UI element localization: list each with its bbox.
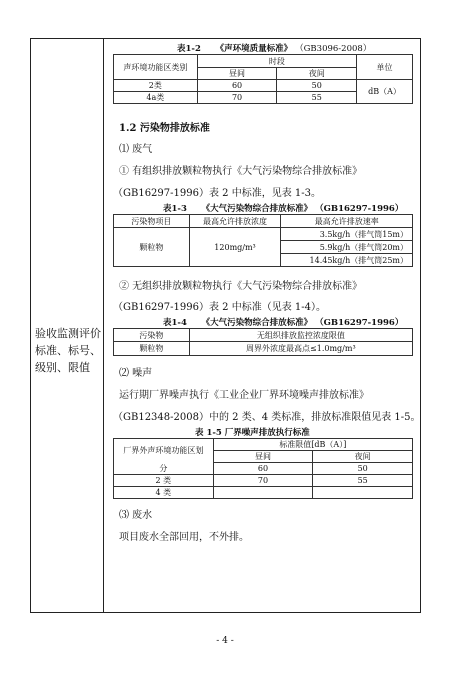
subheading-water: ⑶ 废水 <box>119 510 153 521</box>
page-number: - 4 - <box>216 636 234 646</box>
paragraph: （GB12348-2008）中的 2 类、4 类标准，排放标准限值见表 1-5。 <box>113 412 421 423</box>
subheading-noise: ⑵ 噪声 <box>119 368 153 379</box>
form-frame <box>30 38 421 613</box>
table-row <box>114 487 413 499</box>
night-cell: 55 <box>313 475 413 487</box>
subheading-gas: ⑴ 废气 <box>119 144 153 155</box>
zone-cell: 2类 <box>114 80 198 92</box>
caption-title: 《大气污染物综合排放标准》 <box>201 318 313 328</box>
left-column <box>31 39 104 612</box>
zone-cell: 2 类 <box>114 475 214 487</box>
caption-std: （GB16297-1996） <box>315 318 404 328</box>
rate-cell: 14.45kg/h（排气筒25m） <box>281 254 413 267</box>
table-1-5 <box>113 438 413 499</box>
header-item: 污染物 <box>114 329 190 342</box>
table-1-3-caption <box>163 202 403 214</box>
limit-cell: 周界外浓度最高点≤1.0mg/m³ <box>189 342 412 356</box>
header-day: 昼间 <box>213 451 313 463</box>
day-cell: 70 <box>213 475 313 487</box>
table-row <box>114 342 413 356</box>
paragraph: 项目废水全部回用，不外排。 <box>119 532 249 543</box>
section-heading: 1.2 污染物排放标准 <box>119 123 210 134</box>
paragraph: （GB16297-1996）表 2 中标准，见表 1-3。 <box>113 188 321 199</box>
caption-title: 《大气污染物综合排放标准》 <box>201 204 313 214</box>
conc-cell: 120mg/m³ <box>189 228 281 267</box>
night-cell <box>313 487 413 499</box>
table-1-4-caption <box>163 316 403 328</box>
night-cell: 55 <box>277 92 357 104</box>
header-rate: 最高允许排放速率 <box>281 215 413 228</box>
item-cell: 颗粒物 <box>114 228 190 267</box>
day-cell: 70 <box>197 92 277 104</box>
unit-cell: dB（A） <box>357 80 413 104</box>
header-limit: 标准限值[dB（A）] <box>213 439 412 451</box>
caption-no: 表1-3 <box>163 204 187 214</box>
caption-std: （GB16297-1996） <box>315 204 404 214</box>
table-1-3 <box>113 214 413 267</box>
header-item: 污染物项目 <box>114 215 190 228</box>
table-1-2 <box>113 54 413 104</box>
item-cell: 颗粒物 <box>114 342 190 356</box>
day-cell: 60 <box>213 463 313 475</box>
paragraph: 运行期厂界噪声执行《工业企业厂界环境噪声排放标准》 <box>119 390 369 401</box>
night-cell: 50 <box>313 463 413 475</box>
header-day: 昼间 <box>197 68 277 80</box>
caption-std: （GB3096-2008） <box>295 44 372 54</box>
caption-title: 《声环境质量标准》 <box>215 44 293 54</box>
paragraph: （GB16297-1996）表 2 中标准（见表 1-4）。 <box>113 302 326 313</box>
caption-no: 表1-2 <box>177 44 201 54</box>
paragraph: ② 无组织排放颗粒物执行《大气污染物综合排放标准》 <box>119 281 363 292</box>
header-zone: 厂界外声环境功能区划 <box>114 439 214 463</box>
paragraph: ① 有组织排放颗粒物执行《大气污染物综合排放标准》 <box>119 166 363 177</box>
table-row <box>114 475 413 487</box>
zone-cell: 4a类 <box>114 92 198 104</box>
header-conc: 最高允许排放浓度 <box>189 215 281 228</box>
day-cell <box>213 487 313 499</box>
table-1-4 <box>113 328 413 356</box>
table-row <box>114 80 413 92</box>
night-cell: 50 <box>277 80 357 92</box>
zone-cell: 4 类 <box>114 487 214 499</box>
side-label: 验收监测评价标准、标号、级别、限值 <box>35 327 101 374</box>
rate-cell: 5.9kg/h（排气筒20m） <box>281 241 413 254</box>
header-limit: 无组织排放监控浓度限值 <box>189 329 412 342</box>
day-cell: 60 <box>197 80 277 92</box>
table-1-5-caption: 表 1-5 厂界噪声排放执行标准 <box>195 428 310 438</box>
header-night: 夜间 <box>277 68 357 80</box>
table-1-2-caption <box>177 42 371 54</box>
header-zone: 声环境功能区类别 <box>114 55 198 80</box>
caption-no: 表1-4 <box>163 318 187 328</box>
header-zone-cont: 分 <box>114 463 214 475</box>
header-period: 时段 <box>197 55 356 68</box>
rate-cell: 3.5kg/h（排气筒15m） <box>281 228 413 241</box>
header-unit: 单位 <box>357 55 413 80</box>
header-night: 夜间 <box>313 451 413 463</box>
